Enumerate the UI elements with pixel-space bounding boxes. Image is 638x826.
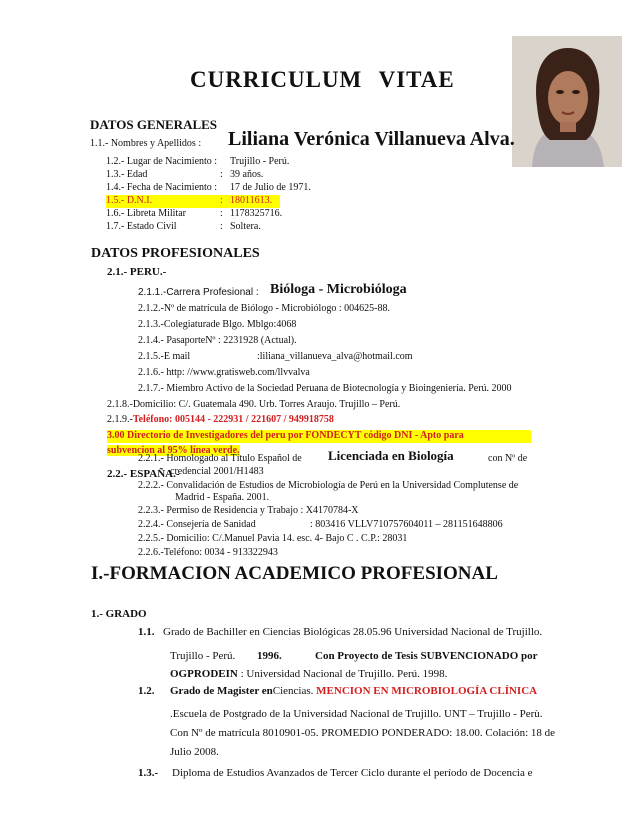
item2-line-1-a: Grado de Magister en xyxy=(170,685,273,697)
birthplace-value: Trujillo - Perú. xyxy=(230,156,290,167)
name-label: 1.1.- Nombres y Apellidos : xyxy=(90,138,202,149)
miembro-line: 2.1.7.- Miembro Activo de la Sociedad Peruana de Biotecnología y Bioingeniería. Perú. 2000 xyxy=(138,383,512,394)
age-value: 39 años. xyxy=(230,169,264,180)
item3-number: 1.3.- xyxy=(138,767,159,779)
item1-line-2-c: Con Proyecto de Tesis SUBVENCIONADO por xyxy=(315,650,538,662)
pasaporte-line: 2.1.4.- PasaporteNº : 2231928 (Actual). xyxy=(138,335,297,346)
website-line[interactable]: 2.1.6.- http: //www.gratisweb.com/llvvalva xyxy=(138,367,310,378)
carrera-label: 2.1.1.-Carrera Profesional : xyxy=(138,287,259,298)
convalidacion-line-1: 2.2.2.- Convalidación de Estudios de Microbiología de Perú en la Universidad Complutense de xyxy=(138,480,519,491)
birthdate-value: 17 de Julio de 1971. xyxy=(230,182,311,193)
domicilio-line: 2.1.8.-Domicilio: C/. Guatemala 490. Urb. Torres Araujo. Trujillo – Perú. xyxy=(107,399,401,410)
item1-line-1: Grado de Bachiller en Ciencias Biológicas 28.05.96 Universidad Nacional de Trujillo. xyxy=(163,626,543,638)
item3-line-1: Diploma de Estudios Avanzados de Tercer Ciclo durante el período de Docencia e xyxy=(172,767,533,779)
homologado-part-a: 2.2.1.- Homologado al Título Español de xyxy=(138,453,302,464)
item2-line-4: Julio 2008. xyxy=(170,746,219,758)
profile-photo xyxy=(512,36,622,167)
age-label: 1.3.- Edad xyxy=(106,169,148,180)
civil-status-label: 1.7.- Estado Civil xyxy=(106,221,177,232)
consejeria-label: 2.2.4.- Consejería de Sanidad xyxy=(138,519,256,530)
item1-line-2-a: Trujillo - Perú. xyxy=(170,650,236,662)
military-sep: : xyxy=(220,208,223,219)
consejeria-value: : 803416 VLLV710757604011 – 281151648806 xyxy=(310,519,503,530)
permiso-line: 2.2.3.- Permiso de Residencia y Trabajo : X4170784-X xyxy=(138,505,359,516)
item1-line-3 xyxy=(170,668,447,680)
full-name: Liliana Verónica Villanueva Alva. xyxy=(228,128,515,150)
homologado-part-b: Licenciada en Biología xyxy=(328,448,454,463)
espana-heading: 2.2.- ESPAÑA.- xyxy=(107,468,180,480)
telefono-value: Teléfono: 005144 - 222931 / 221607 / 949918758 xyxy=(132,414,334,425)
dni-sep: : xyxy=(220,195,223,206)
item2-number: 1.2. xyxy=(138,685,155,697)
grado-heading: 1.- GRADO xyxy=(91,608,147,620)
domicilio-espana-line: 2.2.5.- Domicilio: C/.Manuel Pavia 14. esc. 4- Bajo C . C.P.: 28031 xyxy=(138,533,408,544)
peru-heading: 2.1.- PERU.- xyxy=(107,266,167,278)
portrait-image xyxy=(512,36,622,167)
email-label: 2.1.5.-E mail xyxy=(138,351,191,362)
convalidacion-line-2: Madrid - España. 2001. xyxy=(175,492,270,503)
matricula-line: 2.1.2.-Nº de matrícula de Biólogo - Microbiólogo : 004625-88. xyxy=(138,303,390,314)
military-label: 1.6.- Libreta Militar xyxy=(106,208,186,219)
dni-label-text: 1.5.- D.N.I. xyxy=(106,195,153,206)
carrera-value: Bióloga - Microbióloga xyxy=(270,282,407,297)
civil-status-sep: : xyxy=(220,221,223,232)
telefono-espana-line: 2.2.6.-Teléfono: 0034 - 913322943 xyxy=(138,547,278,558)
telefono-prefix: 2.1.9.- xyxy=(107,414,133,425)
dni-value: 18011613. xyxy=(230,195,273,206)
item2-line-2: .Escuela de Postgrado de la Universidad Nacional de Trujillo. UNT – Trujillo - Perù. xyxy=(170,708,543,720)
item1-line-3-b: : Universidad Nacional de Trujillo. Perú. 1998. xyxy=(240,668,448,680)
section-heading-profesionales: DATOS PROFESIONALES xyxy=(91,246,260,261)
section-heading-generales: DATOS GENERALES xyxy=(90,117,218,132)
item1-line-2-b: 1996. xyxy=(257,650,282,662)
section-heading-formacion: I.-FORMACION ACADEMICO PROFESIONAL xyxy=(91,563,498,584)
homologado-line-2: credencial 2001/H1483 xyxy=(170,466,264,477)
birthplace-label: 1.2.- Lugar de Nacimiento : xyxy=(106,156,218,167)
age-sep: : xyxy=(220,169,223,180)
directorio-line-2: subvencion al 95% línea verde. xyxy=(107,445,240,456)
item2-line-3: Con Nº de matrícula 8010901-05. PROMEDIO PONDERADO: 18.00. Colación: 18 de xyxy=(170,727,556,739)
telefono-line xyxy=(107,414,334,425)
item2-line-1 xyxy=(170,685,537,697)
military-value: 1178325716. xyxy=(230,208,283,219)
email-value[interactable]: :liliana_villanueva_alva@hotmail.com xyxy=(257,351,413,362)
homologado-part-c: con Nº de xyxy=(488,453,528,464)
page-title: CURRICULUM VITAE xyxy=(190,67,455,92)
item2-line-1-b: Ciencias. xyxy=(272,685,314,697)
ogprodein-text: OGPRODEIN xyxy=(170,668,238,680)
civil-status-value: Soltera. xyxy=(230,221,261,232)
item1-number: 1.1. xyxy=(138,626,155,638)
birthdate-label: 1.4.- Fecha de Nacimiento : xyxy=(106,182,218,193)
mencion-text: MENCION EN MICROBIOLOGÍA CLÍNICA xyxy=(316,685,538,697)
directorio-line-1: 3.00 Directorio de Investigadores del peru por FONDECYT código DNI - Apto para xyxy=(107,430,531,443)
colegiatura-line: 2.1.3.-Colegiaturade Blgo. Mblgo:4068 xyxy=(138,319,297,330)
